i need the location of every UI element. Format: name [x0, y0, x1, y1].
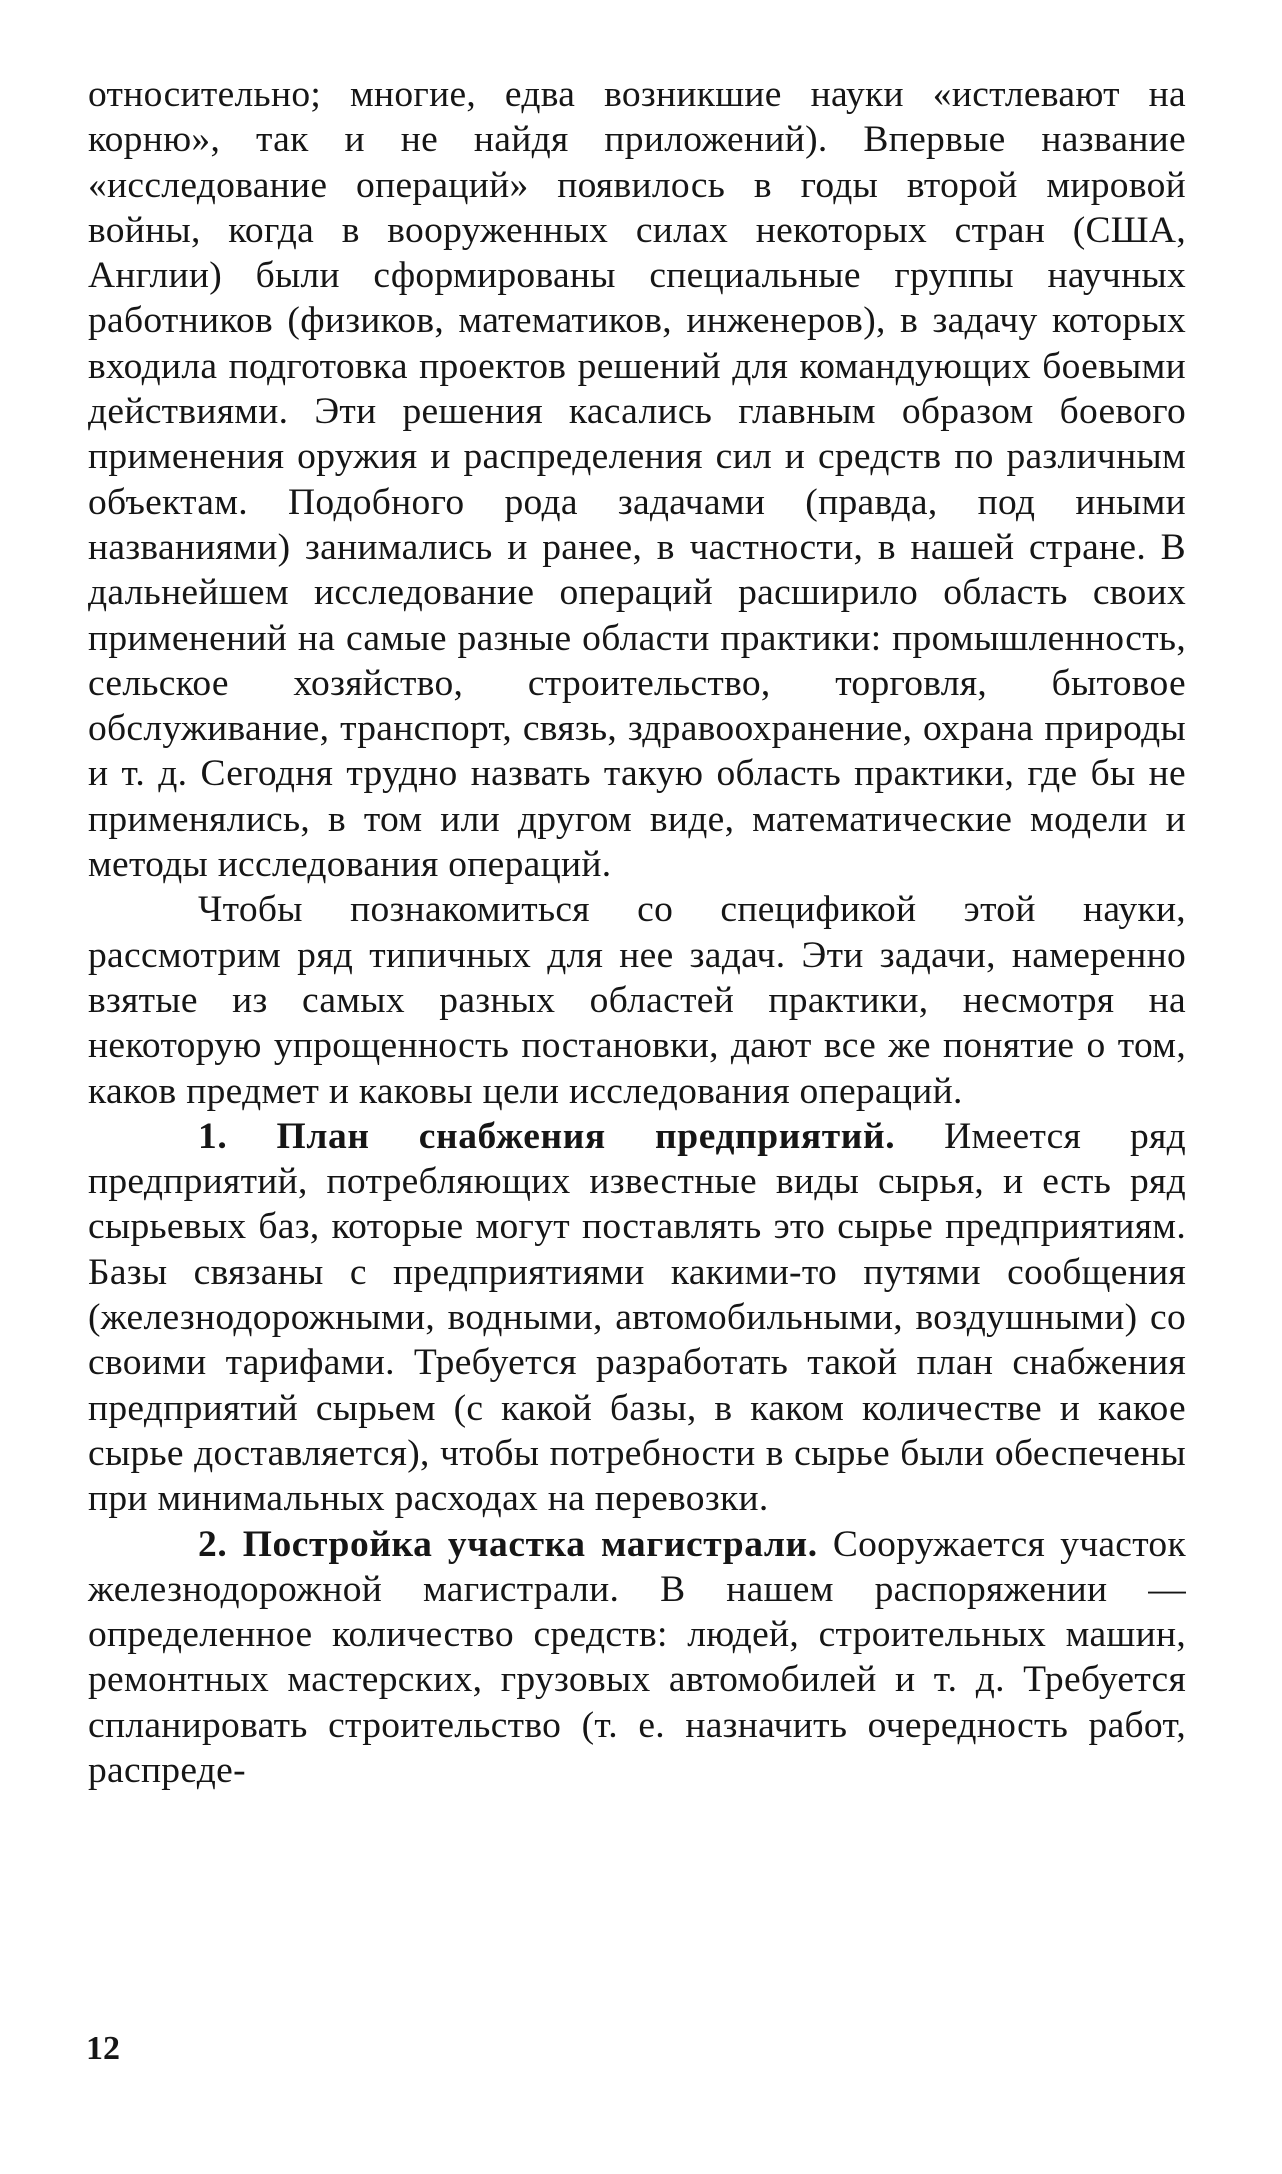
paragraph-supply-plan: [88, 1114, 1186, 1522]
section-heading-railway: 2. Постройка участка магистрали.: [198, 1523, 818, 1565]
paragraph-text: относительно; многие, едва возникшие науки «истлевают на корню», так и не найдя приложений). Впервые название «исследование операций» появилось в годы второй мировой войны, когда в вооруженных силах некоторых стран (США, Англии) были сформированы специальные группы научных работников (физиков, математиков, инженеров), в задачу которых входила подготовка проектов решений для командующих боевыми действиями. Эти решения касались главным образом боевого применения оружия и распределения сил и средств по различным объектам. Подобного рода задачами (правда, под иными названиями) занимались и ранее, в частности, в нашей стране. В дальнейшем исследование операций расширило область своих применений на самые разные области практики: промышленность, сельское хозяйство, строительство, торговля, бытовое обслуживание, транспорт, связь, здравоохранение, охрана природы и т. д. Сегодня трудно назвать такую область практики, где бы не применялись, в том или другом виде, математические модели и методы исследования операций.: [88, 74, 1186, 886]
page-body: [88, 72, 1186, 1793]
page-number: 12: [86, 2030, 120, 2067]
paragraph-railway-construction: [88, 1522, 1186, 1794]
paragraph-task-overview: [88, 887, 1186, 1113]
paragraph-text: Имеется ряд предприятий, потребляющих известные виды сырья, и есть ряд сырьевых баз, которые могут поставлять это сырье предприятиям. Базы связаны с предприятиями какими-то путями сообщения (железнодорожными, водными, автомобильными, воздушными) со своими тарифами. Требуется разработать такой план снабжения предприятий сырьем (с какой базы, в каком количестве и какое сырье доставляется), чтобы потребности в сырье были обеспечены при минимальных расходах на перевозки.: [88, 1115, 1186, 1520]
paragraph-intro-continuation: [88, 72, 1186, 887]
paragraph-text: Чтобы познакомиться со спецификой этой науки, рассмотрим ряд типичных для нее задач. Эти задачи, намеренно взятые из самых разных областей практики, несмотря на некоторую упрощенность постановки, дают все же понятие о том, каков предмет и каковы цели исследования операций.: [88, 889, 1186, 1112]
section-heading-supply-plan: 1. План снабжения предприятий.: [198, 1115, 896, 1157]
paragraph-text: Сооружается участок железнодорожной магистрали. В нашем распоряжении — определенное количество средств: людей, строительных машин, ремонтных мастерских, грузовых автомобилей и т. д. Требуется спланировать строительство (т. е. назначить очередность работ, распреде-: [88, 1523, 1187, 1791]
